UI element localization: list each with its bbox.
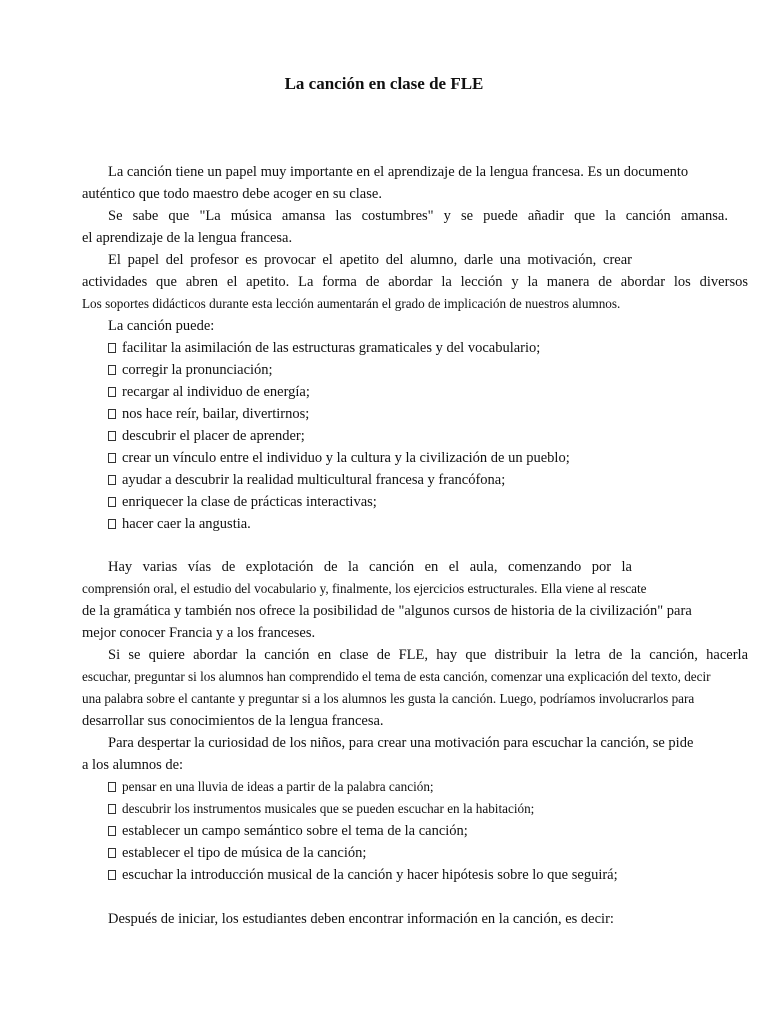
list-item: descubrir el placer de aprender; <box>108 427 305 445</box>
bullet-box-icon <box>108 409 116 419</box>
paragraph-line: Para despertar la curiosidad de los niños, para crear una motivación para escuchar la canción, se pide <box>108 735 694 751</box>
paragraph-line: de la gramática y también nos ofrece la posibilidad de "algunos cursos de historia de la civilización" para <box>82 603 692 619</box>
bullet-box-icon <box>108 826 116 836</box>
list-item: establecer el tipo de música de la canción; <box>108 844 366 862</box>
list-item: pensar en una lluvia de ideas a partir de la palabra canción; <box>108 778 434 796</box>
bullet-box-icon <box>108 343 116 353</box>
paragraph-line: una palabra sobre el cantante y preguntar si a los alumnos les gusta la canción. Luego, podríamos involucrarlos para <box>82 691 695 706</box>
paragraph-line: Después de iniciar, los estudiantes deben encontrar información en la canción, es decir: <box>108 911 614 927</box>
paragraph-line: Los soportes didácticos durante esta lección aumentarán el grado de implicación de nuestros alumnos. <box>82 296 621 311</box>
bullet-box-icon <box>108 782 116 792</box>
list-item: recargar al individuo de energía; <box>108 383 310 401</box>
list-item: escuchar la introducción musical de la canción y hacer hipótesis sobre lo que seguirá; <box>108 866 618 884</box>
bullet-box-icon <box>108 519 116 529</box>
paragraph-line: El papel del profesor es provocar el apetito del alumno, darle una motivación, crear <box>108 252 632 268</box>
list-item: nos hace reír, bailar, divertirnos; <box>108 405 309 423</box>
paragraph-line: comprensión oral, el estudio del vocabulario y, finalmente, los ejercicios estructurales. Ella viene al rescate <box>82 581 647 596</box>
list-item: crear un vínculo entre el individuo y la cultura y la civilización de un pueblo; <box>108 449 570 467</box>
paragraph-line: actividades que abren el apetito. La forma de abordar la lección y la manera de abordar los diversos <box>82 274 748 290</box>
bullet-box-icon <box>108 453 116 463</box>
list-intro: La canción puede: <box>108 318 215 334</box>
document-title: La canción en clase de FLE <box>284 74 484 93</box>
paragraph-line: mejor conocer Francia y a los franceses. <box>82 625 316 641</box>
bullet-box-icon <box>108 387 116 397</box>
bullet-box-icon <box>108 497 116 507</box>
bullet-box-icon <box>108 804 116 814</box>
paragraph-line: desarrollar sus conocimientos de la lengua francesa. <box>82 713 384 729</box>
list-item: facilitar la asimilación de las estructuras gramaticales y del vocabulario; <box>108 339 540 357</box>
list-item: enriquecer la clase de prácticas interactivas; <box>108 493 377 511</box>
bullet-box-icon <box>108 431 116 441</box>
paragraph-line: Si se quiere abordar la canción en clase de FLE, hay que distribuir la letra de la canción, hacerla <box>108 647 748 663</box>
paragraph-line: auténtico que todo maestro debe acoger en su clase. <box>82 186 382 202</box>
bullet-box-icon <box>108 870 116 880</box>
bullet-box-icon <box>108 365 116 375</box>
paragraph-line: escuchar, preguntar si los alumnos han comprendido el tema de esta canción, comenzar una explicación del texto, decir <box>82 669 711 684</box>
list-item: descubrir los instrumentos musicales que se pueden escuchar en la habitación; <box>108 800 534 818</box>
list-item: establecer un campo semántico sobre el tema de la canción; <box>108 822 468 840</box>
bullet-box-icon <box>108 475 116 485</box>
list-item: corregir la pronunciación; <box>108 361 273 379</box>
paragraph-line: Hay varias vías de explotación de la canción en el aula, comenzando por la <box>108 559 632 575</box>
list-item: ayudar a descubrir la realidad multicultural francesa y francófona; <box>108 471 505 489</box>
list-item: hacer caer la angustia. <box>108 515 251 533</box>
paragraph-line: Se sabe que "La música amansa las costumbres" y se puede añadir que la canción amansa. <box>108 208 728 224</box>
paragraph-line: el aprendizaje de la lengua francesa. <box>82 230 293 246</box>
bullet-box-icon <box>108 848 116 858</box>
paragraph-line: a los alumnos de: <box>82 757 184 773</box>
paragraph-line: La canción tiene un papel muy importante en el aprendizaje de la lengua francesa. Es un documento <box>108 164 689 180</box>
